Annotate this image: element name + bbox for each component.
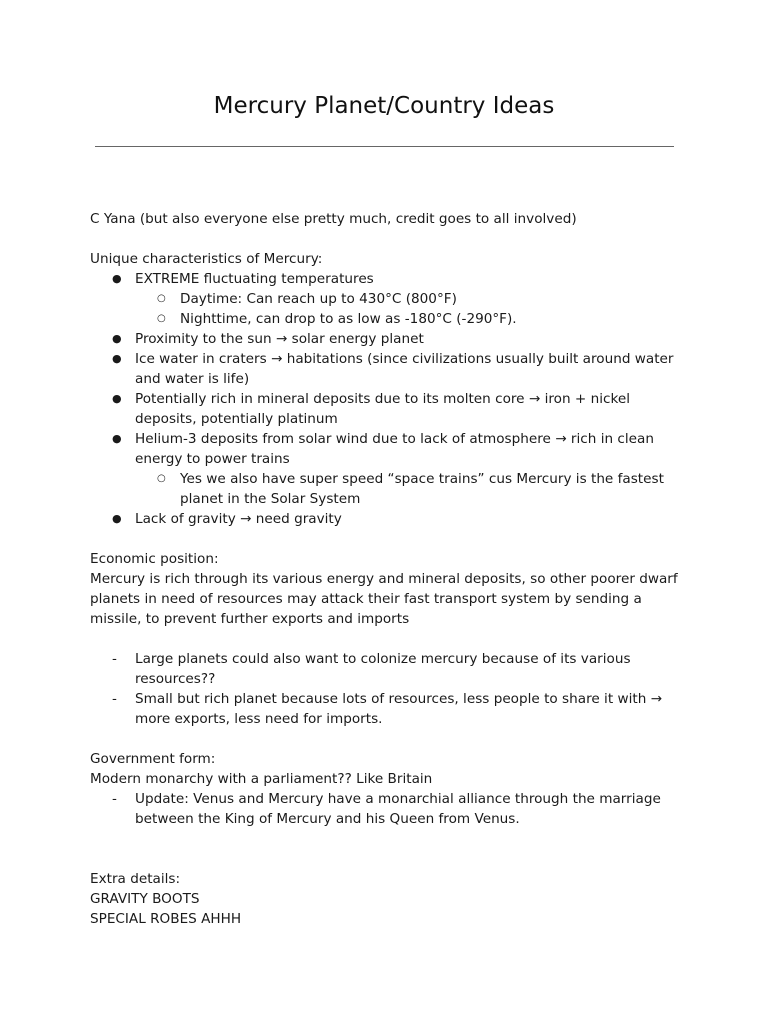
- government-list: [90, 789, 680, 829]
- economic-list: [90, 649, 680, 729]
- sub-list-item: [90, 469, 680, 509]
- list-item: [90, 389, 680, 429]
- title-divider: [95, 146, 674, 147]
- economic-paragraph: Mercury is rich through its various energy and mineral deposits, so other poorer dwarf planets in need of resources may attack their fast transport system by sending a missile, to prevent further exports and imports: [90, 571, 678, 627]
- list-item: [90, 689, 680, 729]
- government-paragraph: Modern monarchy with a parliament?? Like Britain: [90, 771, 433, 787]
- spacer: [90, 829, 680, 869]
- list-item-text: Lack of gravity → need gravity: [135, 511, 342, 527]
- bullet-icon: ●: [112, 512, 122, 525]
- spacer: [90, 529, 680, 549]
- hollow-bullet-icon: ○: [157, 293, 166, 304]
- characteristics-heading: Unique characteristics of Mercury:: [90, 251, 323, 267]
- list-item-text: Potentially rich in mineral deposits due to its molten core → iron + nickel deposits, potentially platinum: [135, 391, 631, 427]
- document-title: Mercury Planet/Country Ideas: [213, 93, 555, 119]
- extra-heading: Extra details:: [90, 871, 181, 887]
- list-item-text: Proximity to the sun → solar energy planet: [135, 331, 424, 347]
- sub-list-item: [90, 289, 680, 309]
- list-item: [90, 789, 680, 829]
- list-item-text: EXTREME fluctuating temperatures: [135, 271, 374, 287]
- list-item-text: Large planets could also want to colonize mercury because of its various resources??: [135, 651, 631, 687]
- list-item: [90, 509, 680, 529]
- sub-list-item: [90, 309, 680, 329]
- spacer: [90, 629, 680, 649]
- extra-line: SPECIAL ROBES AHHH: [90, 911, 242, 927]
- extra-line: GRAVITY BOOTS: [90, 891, 200, 907]
- bullet-icon: ●: [112, 432, 122, 445]
- list-item-text: Yes we also have super speed “space trains” cus Mercury is the fastest planet in the Solar System: [180, 471, 664, 507]
- bullet-icon: ●: [112, 332, 122, 345]
- list-item-text: Ice water in craters → habitations (since civilizations usually built around water and water is life): [135, 351, 674, 387]
- list-item: [90, 269, 680, 289]
- dash-marker: -: [112, 651, 117, 667]
- bullet-icon: ●: [112, 352, 122, 365]
- list-item-text: Daytime: Can reach up to 430°C (800°F): [180, 291, 457, 307]
- hollow-bullet-icon: ○: [157, 473, 166, 484]
- spacer: [90, 229, 680, 249]
- list-item: [90, 329, 680, 349]
- dash-marker: -: [112, 791, 117, 807]
- list-item: [90, 349, 680, 389]
- list-item: [90, 429, 680, 469]
- bullet-icon: ●: [112, 272, 122, 285]
- characteristics-list: [90, 269, 680, 529]
- dash-marker: -: [112, 691, 117, 707]
- government-heading: Government form:: [90, 751, 216, 767]
- document-body: [90, 209, 680, 929]
- list-item-text: Update: Venus and Mercury have a monarchial alliance through the marriage between the King of Mercury and his Queen from Venus.: [135, 791, 661, 827]
- list-item-text: Helium-3 deposits from solar wind due to lack of atmosphere → rich in clean energy to power trains: [135, 431, 654, 467]
- spacer: [90, 729, 680, 749]
- list-item: [90, 649, 680, 689]
- credit-line: C Yana (but also everyone else pretty much, credit goes to all involved): [90, 211, 577, 227]
- hollow-bullet-icon: ○: [157, 313, 166, 324]
- economic-heading: Economic position:: [90, 551, 219, 567]
- bullet-icon: ●: [112, 392, 122, 405]
- list-item-text: Small but rich planet because lots of resources, less people to share it with → more exports, less need for imports.: [135, 691, 663, 727]
- list-item-text: Nighttime, can drop to as low as -180°C (-290°F).: [180, 311, 517, 327]
